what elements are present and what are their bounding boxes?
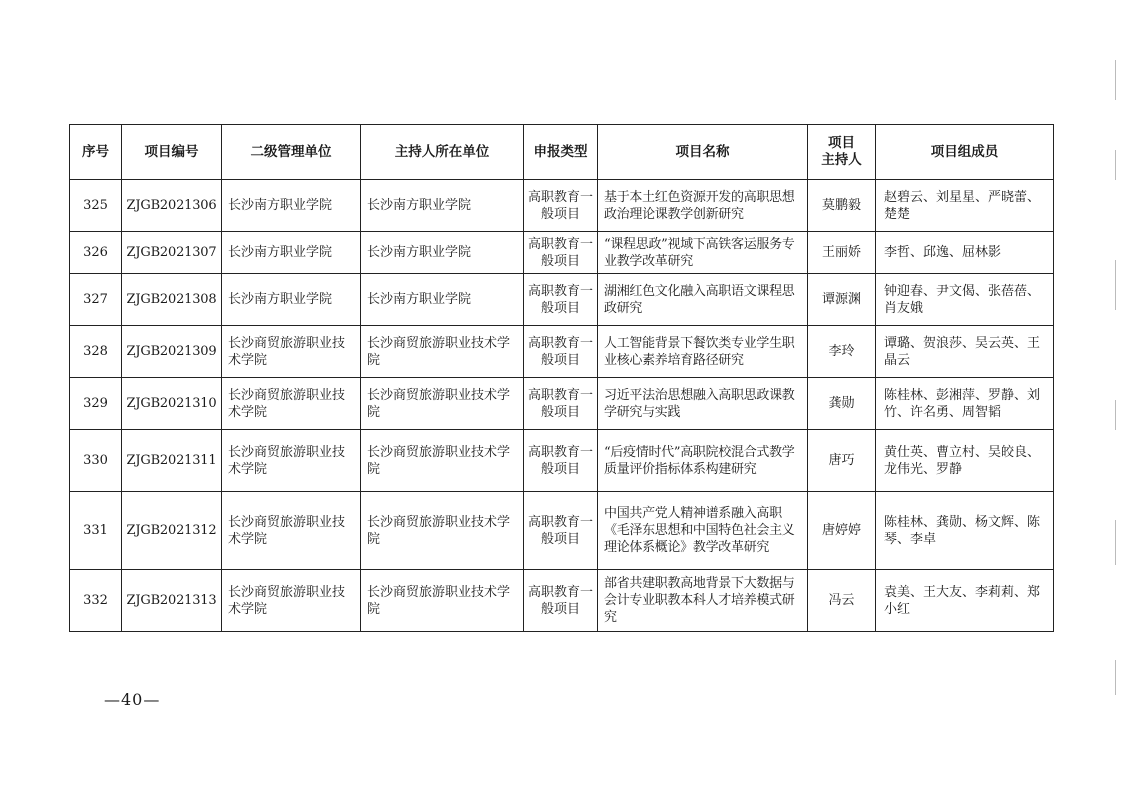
header-type: 申报类型 xyxy=(524,125,598,180)
header-members: 项目组成员 xyxy=(876,125,1054,180)
cell-code: ZJGB2021306 xyxy=(122,180,222,232)
cell-host-unit: 长沙商贸旅游职业技术学院 xyxy=(361,326,524,378)
table-body xyxy=(70,180,1054,632)
cell-name: 部省共建职教高地背景下大数据与会计专业职教本科人才培养模式研究 xyxy=(598,570,808,632)
cell-unit: 长沙南方职业学院 xyxy=(222,180,361,232)
cell-leader: 唐婷婷 xyxy=(808,492,876,570)
cell-leader: 李玲 xyxy=(808,326,876,378)
header-num: 序号 xyxy=(70,125,122,180)
header-host-unit: 主持人所在单位 xyxy=(361,125,524,180)
header-unit: 二级管理单位 xyxy=(222,125,361,180)
table-row xyxy=(70,570,1054,632)
cell-code: ZJGB2021309 xyxy=(122,326,222,378)
table-row xyxy=(70,180,1054,232)
cell-unit: 长沙商贸旅游职业技术学院 xyxy=(222,430,361,492)
cell-code: ZJGB2021312 xyxy=(122,492,222,570)
cell-leader: 王丽娇 xyxy=(808,232,876,274)
cell-host-unit: 长沙南方职业学院 xyxy=(361,180,524,232)
header-leader-line1: 项目 xyxy=(828,135,855,151)
cell-code: ZJGB2021313 xyxy=(122,570,222,632)
cell-unit: 长沙南方职业学院 xyxy=(222,232,361,274)
cell-num: 327 xyxy=(70,274,122,326)
header-leader xyxy=(808,125,876,180)
cell-name: 基于本土红色资源开发的高职思想政治理论课教学创新研究 xyxy=(598,180,808,232)
project-table xyxy=(69,124,1054,632)
cell-code: ZJGB2021310 xyxy=(122,378,222,430)
table-row xyxy=(70,232,1054,274)
page-number: —40— xyxy=(104,690,161,709)
cell-type: 高职教育一般项目 xyxy=(524,180,598,232)
cell-type: 高职教育一般项目 xyxy=(524,570,598,632)
header-leader-line2: 主持人 xyxy=(821,152,862,168)
cell-unit: 长沙南方职业学院 xyxy=(222,274,361,326)
cell-name: 习近平法治思想融入高职思政课教学研究与实践 xyxy=(598,378,808,430)
table-row xyxy=(70,378,1054,430)
cell-members: 谭璐、贺浪莎、吴云英、王晶云 xyxy=(876,326,1054,378)
table-row xyxy=(70,492,1054,570)
cell-members: 陈桂林、龚勋、杨文辉、陈琴、李卓 xyxy=(876,492,1054,570)
cell-num: 328 xyxy=(70,326,122,378)
cell-members: 袁美、王大友、李莉莉、郑小红 xyxy=(876,570,1054,632)
project-table-container xyxy=(69,124,1054,632)
cell-num: 332 xyxy=(70,570,122,632)
cell-leader: 谭源渊 xyxy=(808,274,876,326)
cell-leader: 龚勋 xyxy=(808,378,876,430)
cell-unit: 长沙商贸旅游职业技术学院 xyxy=(222,492,361,570)
cell-name: “课程思政”视域下高铁客运服务专业教学改革研究 xyxy=(598,232,808,274)
header-name: 项目名称 xyxy=(598,125,808,180)
cell-members: 陈桂林、彭湘萍、罗静、刘竹、许名勇、周智韬 xyxy=(876,378,1054,430)
table-row xyxy=(70,274,1054,326)
cell-type: 高职教育一般项目 xyxy=(524,326,598,378)
cell-code: ZJGB2021311 xyxy=(122,430,222,492)
cell-code: ZJGB2021307 xyxy=(122,232,222,274)
cell-leader: 冯云 xyxy=(808,570,876,632)
cell-unit: 长沙商贸旅游职业技术学院 xyxy=(222,570,361,632)
cell-type: 高职教育一般项目 xyxy=(524,378,598,430)
cell-host-unit: 长沙商贸旅游职业技术学院 xyxy=(361,378,524,430)
cell-leader: 莫鹏毅 xyxy=(808,180,876,232)
cell-unit: 长沙商贸旅游职业技术学院 xyxy=(222,326,361,378)
cell-num: 329 xyxy=(70,378,122,430)
table-row xyxy=(70,326,1054,378)
cell-members: 赵碧云、刘星星、严晓蕾、楚楚 xyxy=(876,180,1054,232)
cell-code: ZJGB2021308 xyxy=(122,274,222,326)
cell-name: 中国共产党人精神谱系融入高职《毛泽东思想和中国特色社会主义理论体系概论》教学改革研究 xyxy=(598,492,808,570)
cell-num: 330 xyxy=(70,430,122,492)
cell-leader: 唐巧 xyxy=(808,430,876,492)
binding-edge-marks xyxy=(1108,0,1122,793)
cell-num: 325 xyxy=(70,180,122,232)
cell-type: 高职教育一般项目 xyxy=(524,274,598,326)
cell-unit: 长沙商贸旅游职业技术学院 xyxy=(222,378,361,430)
cell-num: 326 xyxy=(70,232,122,274)
header-code: 项目编号 xyxy=(122,125,222,180)
cell-type: 高职教育一般项目 xyxy=(524,492,598,570)
cell-name: 湖湘红色文化融入高职语文课程思政研究 xyxy=(598,274,808,326)
cell-host-unit: 长沙商贸旅游职业技术学院 xyxy=(361,492,524,570)
cell-type: 高职教育一般项目 xyxy=(524,232,598,274)
cell-members: 李哲、邱逸、屈林影 xyxy=(876,232,1054,274)
cell-name: 人工智能背景下餐饮类专业学生职业核心素养培育路径研究 xyxy=(598,326,808,378)
table-header-row xyxy=(70,125,1054,180)
cell-num: 331 xyxy=(70,492,122,570)
cell-members: 钟迎春、尹文偈、张蓓蓓、肖友娥 xyxy=(876,274,1054,326)
cell-host-unit: 长沙南方职业学院 xyxy=(361,274,524,326)
cell-type: 高职教育一般项目 xyxy=(524,430,598,492)
cell-host-unit: 长沙南方职业学院 xyxy=(361,232,524,274)
cell-name: “后疫情时代”高职院校混合式教学质量评价指标体系构建研究 xyxy=(598,430,808,492)
cell-members: 黄仕英、曹立村、吴皎良、龙伟光、罗静 xyxy=(876,430,1054,492)
table-row xyxy=(70,430,1054,492)
cell-host-unit: 长沙商贸旅游职业技术学院 xyxy=(361,570,524,632)
cell-host-unit: 长沙商贸旅游职业技术学院 xyxy=(361,430,524,492)
